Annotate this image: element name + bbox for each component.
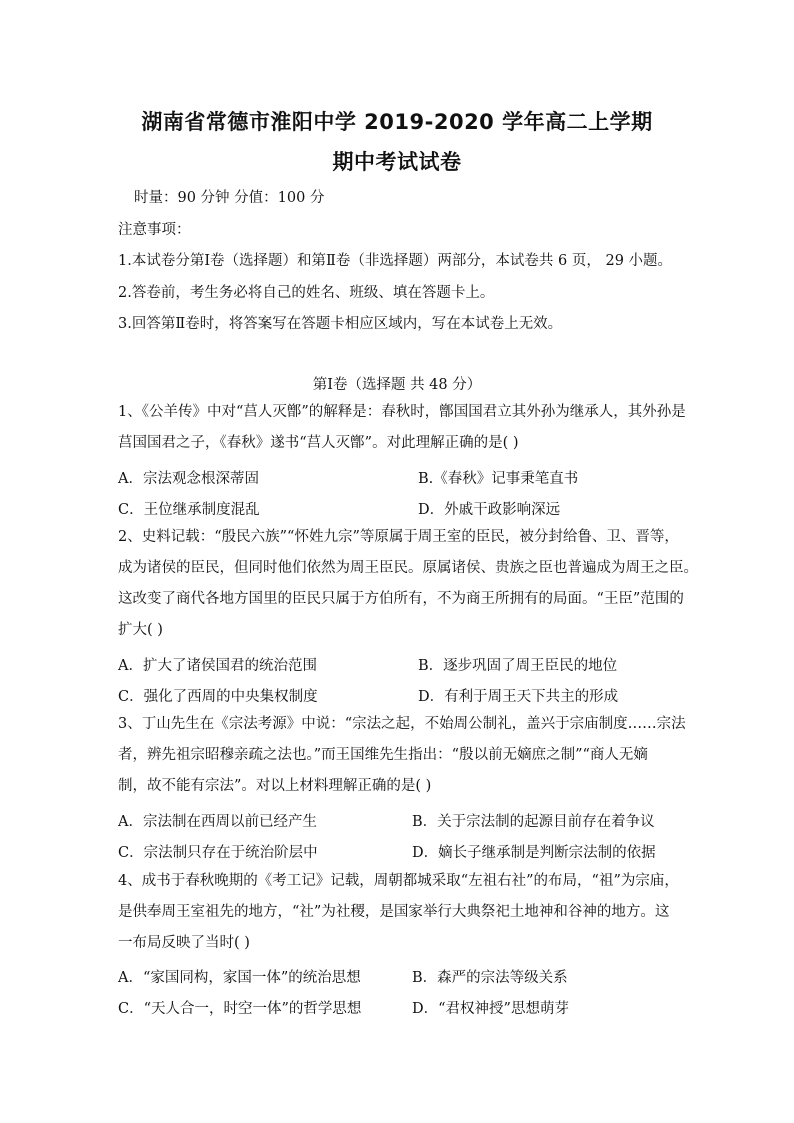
question-3-option-a: A．宗法制在西周以前已经产生 xyxy=(118,814,317,830)
notes-item: 3.回答第Ⅱ卷时，将答案写在答题卡相应区域内，写在本试卷上无效。 xyxy=(118,316,563,332)
question-2-option-c: C．强化了西周的中央集权制度 xyxy=(118,689,318,705)
question-4-option-a: A．“家国同构，家国一体”的统治思想 xyxy=(118,970,361,986)
question-4-stem xyxy=(118,866,678,959)
question-1-option-b: B.《春秋》记事秉笔直书 xyxy=(418,471,579,487)
question-4-option-c: C．“天人合一，时空一体”的哲学思想 xyxy=(118,1001,362,1017)
time-score-line: 时量：90 分钟 分值：100 分 xyxy=(134,190,325,206)
question-line: 这改变了商代各地方国里的臣民只属于方伯所有，不为商王所拥有的局面。“王臣”范围的 xyxy=(118,591,684,607)
question-line: 4、成书于春秋晚期的《考工记》记载，周朝都城采取“左祖右社”的布局，“祖”为宗庙， xyxy=(118,873,679,889)
question-2-option-b: B．逐步巩固了周王臣民的地位 xyxy=(418,658,618,674)
notes-heading: 注意事项： xyxy=(118,222,191,238)
question-1-option-d: D．外戚干政影响深远 xyxy=(418,502,561,518)
question-1-stem xyxy=(118,397,686,459)
question-3-option-d: D．嫡长子继承制是判断宗法制的依据 xyxy=(412,845,656,861)
question-line: 莒国国君之子，《春秋》遂书“莒人灭鄫”。对此理解正确的是( ) xyxy=(118,435,519,451)
question-line: 2、史料记载：“殷民六族”“怀姓九宗”等原属于周王室的臣民，被分封给鲁、卫、晋等， xyxy=(118,529,679,545)
question-line: 3、丁山先生在《宗法考源》中说：“宗法之起，不始周公制礼，盖兴于宗庙制度……宗法 xyxy=(118,716,686,732)
question-3-stem xyxy=(118,709,686,802)
question-2-stem xyxy=(118,522,698,646)
question-1-option-a: A．宗法观念根深蒂固 xyxy=(118,471,259,487)
question-line: 1、《公羊传》中对“莒人灭鄫”的解释是：春秋时，鄫国国君立其外孙为继承人，其外孙是 xyxy=(118,404,686,420)
question-line: 者，辨先祖宗昭穆亲疏之法也。”而王国维先生指出：“殷以前无嫡庶之制”“商人无嫡 xyxy=(118,747,648,763)
notes-item: 2.答卷前，考生务必将自己的姓名、班级、填在答题卡上。 xyxy=(118,285,495,301)
exam-title: 湖南省常德市淮阳中学 2019-2020 学年高二上学期 xyxy=(141,110,653,134)
question-4-option-d: D．“君权神授”思想萌芽 xyxy=(412,1001,569,1017)
notes-item: 1.本试卷分第Ⅰ卷（选择题）和第Ⅱ卷（非选择题）两部分，本试卷共 6 页， 29 小题。 xyxy=(118,253,673,269)
question-line: 是供奉周王室祖先的地方，“社”为社稷，是国家举行大典祭祀土地神和谷神的地方。这 xyxy=(118,904,670,920)
question-3-option-b: B．关于宗法制的起源目前存在着争议 xyxy=(412,814,655,830)
section-title: 第Ⅰ卷（选择题 共 48 分） xyxy=(312,377,482,393)
question-line: 扩大( ) xyxy=(118,622,163,638)
question-line: 制，故不能有宗法”。对以上材料理解正确的是( ) xyxy=(118,778,432,794)
question-2-option-d: D．有利于周王天下共主的形成 xyxy=(418,689,619,705)
question-4-option-b: B．森严的宗法等级关系 xyxy=(412,970,568,986)
question-line: 一布局反映了当时( ) xyxy=(118,935,250,951)
exam-subtitle: 期中考试试卷 xyxy=(332,150,462,174)
question-line: 成为诸侯的臣民，但同时他们依然为周王臣民。原属诸侯、贵族之臣也普遍成为周王之臣。 xyxy=(118,560,698,576)
question-2-option-a: A．扩大了诸侯国君的统治范围 xyxy=(118,658,317,674)
question-1-option-c: C．王位继承制度混乱 xyxy=(118,502,260,518)
question-3-option-c: C．宗法制只存在于统治阶层中 xyxy=(118,845,318,861)
